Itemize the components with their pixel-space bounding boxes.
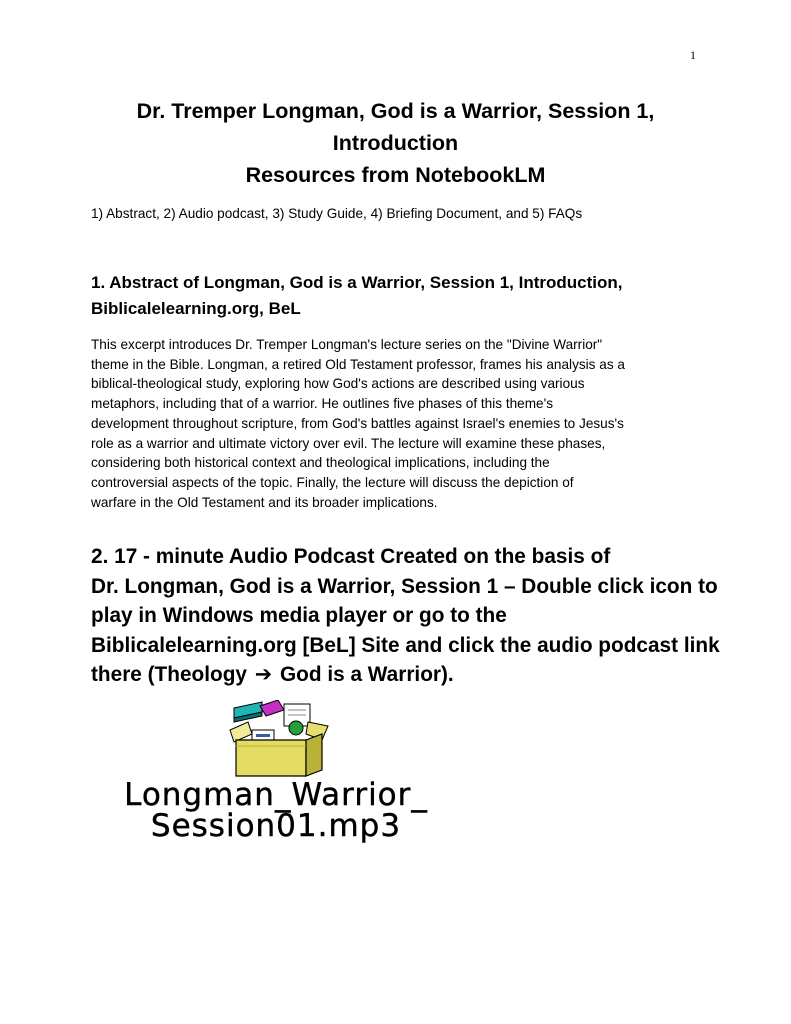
abstract-line: considering both historical context and theological implications, including the <box>91 455 550 471</box>
abstract-line: biblical-theological study, exploring how God's actions are described using various <box>91 376 585 392</box>
podcast-heading-line-4: Biblicalelearning.org [BeL] Site and click the audio podcast link <box>91 633 720 657</box>
abstract-line: This excerpt introduces Dr. Tremper Longman's lecture series on the "Divine Warrior" <box>91 337 603 352</box>
abstract-heading <box>91 270 711 322</box>
podcast-heading-line-5-start: there (Theology <box>91 663 253 686</box>
right-arrow-icon: ➔ <box>254 663 273 686</box>
abstract-line: metaphors, including that of a warrior. He outlines five phases of this theme's <box>91 396 554 412</box>
title-line-2: Introduction <box>332 131 459 155</box>
podcast-heading-line-5 <box>91 660 731 690</box>
podcast-heading <box>91 542 731 690</box>
abstract-line: development throughout scripture, from God's battles against Israel's enemies to Jesus's <box>91 415 624 431</box>
abstract-heading-line-1: 1. Abstract of Longman, God is a Warrior, Session 1, Introduction, <box>91 273 623 292</box>
page-number: 1 <box>690 48 696 62</box>
audio-file-label-line-1: Longman_Warrior_ <box>124 777 428 813</box>
podcast-heading-line-2: Dr. Longman, God is a Warrior, Session 1 – Double click icon to <box>91 574 718 598</box>
title-line-1: Dr. Tremper Longman, God is a Warrior, Session 1, <box>136 99 655 123</box>
title-line-3: Resources from NotebookLM <box>245 163 546 187</box>
podcast-heading-line-1: 2. 17 - minute Audio Podcast Created on the basis of <box>91 545 611 568</box>
podcast-heading-line-5-end: God is a Warrior). <box>274 663 454 686</box>
abstract-line: controversial aspects of the topic. Finally, the lecture will discuss the depiction of <box>91 474 574 490</box>
audio-file-label-line-2: Session01.mp3 <box>150 808 402 844</box>
abstract-line: role as a warrior and ultimate victory over evil. The lecture will examine these phases, <box>91 435 606 451</box>
abstract-line: theme in the Bible. Longman, a retired Old Testament professor, frames his analysis as a <box>91 356 625 372</box>
abstract-line: warfare in the Old Testament and its broader implications. <box>91 494 438 510</box>
podcast-heading-line-3: play in Windows media player or go to the <box>91 604 507 627</box>
abstract-heading-line-2: Biblicalelearning.org, BeL <box>91 299 301 318</box>
audio-file-label[interactable] <box>95 777 457 844</box>
package-icon[interactable] <box>222 700 342 780</box>
abstract-paragraph <box>91 335 711 512</box>
page-title <box>90 95 701 191</box>
resources-list: 1) Abstract, 2) Audio podcast, 3) Study Guide, 4) Briefing Document, and 5) FAQs <box>91 206 583 221</box>
